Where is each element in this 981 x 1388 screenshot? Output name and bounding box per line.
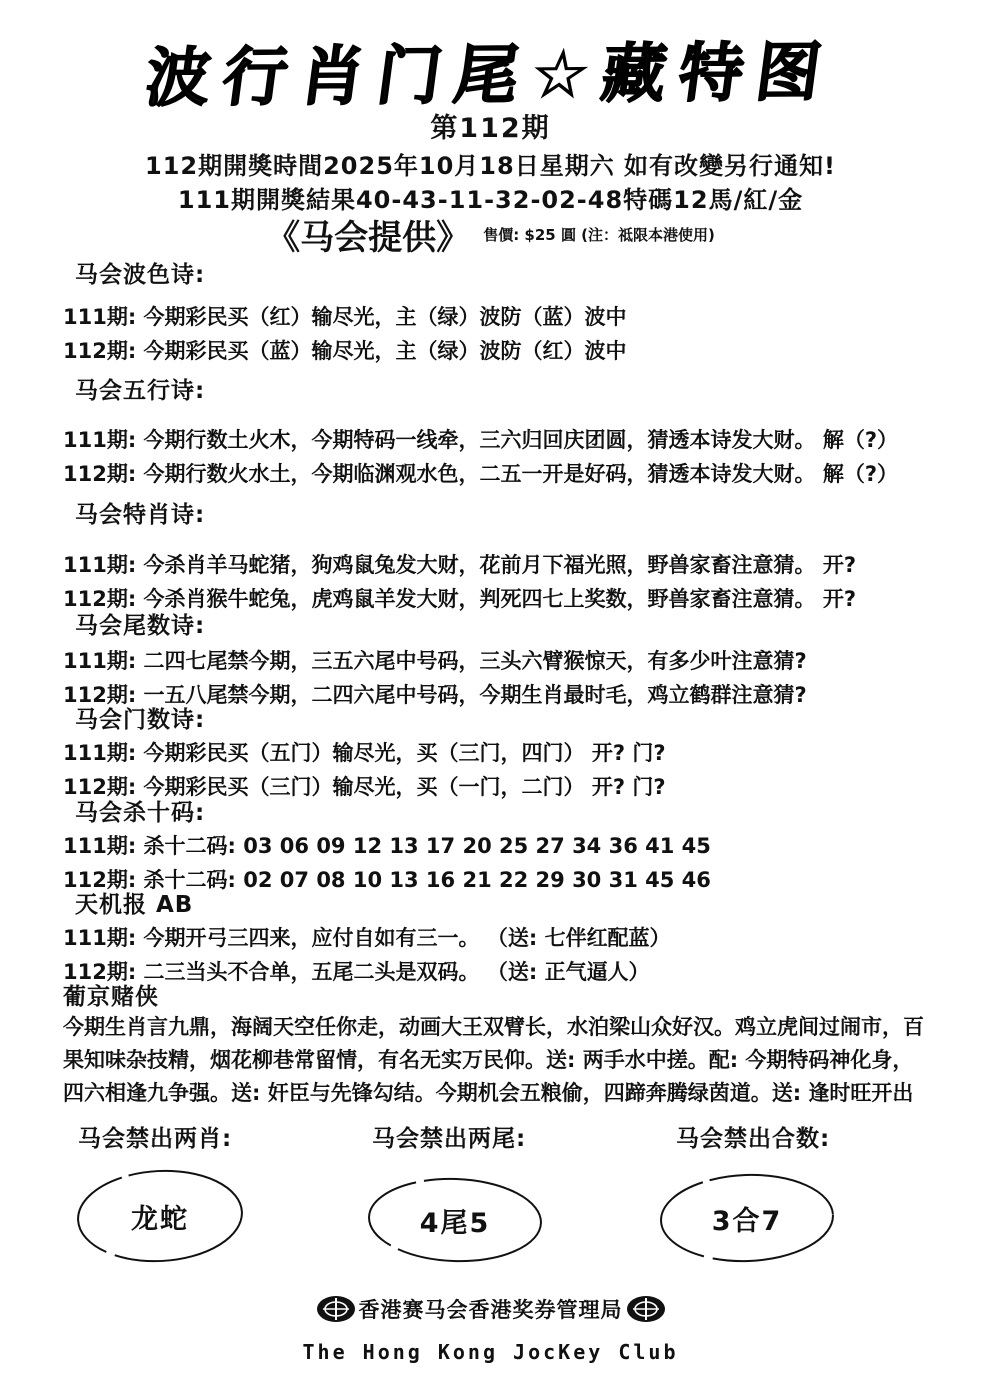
ban-oval-sum <box>658 1172 836 1264</box>
section-pujing <box>63 984 971 1110</box>
section-line: 112期: 杀十二码: 02 07 08 10 13 16 21 22 29 30 31 45 46 <box>63 868 711 892</box>
page-title: 波行肖门尾☆藏特图 <box>141 36 839 116</box>
last-result-line: 111期開獎結果40-43-11-32-02-48特碼12馬/紅/金 <box>177 186 804 214</box>
section-header: 葡京赌侠 <box>63 984 159 1010</box>
section-line: 112期: 今期行数火水土，今期临渊观水色，二五一开是好码，猜透本诗发大财。 解（?） <box>63 462 899 486</box>
section-tianji <box>63 892 971 989</box>
paragraph-line: 果知味杂技精，烟花柳巷常留情，有名无实万民仰。送: 两手水中搓。配: 今期特码神化身， <box>63 1048 914 1072</box>
section-header: 马会特肖诗: <box>75 502 206 528</box>
provider-row <box>0 210 981 259</box>
section-header: 天机报 AB <box>75 892 194 918</box>
ban-label-tail: 马会禁出两尾: <box>372 1126 527 1152</box>
footer-org-name-en: The Hong Kong JocKey Club <box>302 1340 679 1364</box>
ban-value: 4尾5 <box>419 1207 491 1239</box>
price-note: 售價: $25 圓 (注：祗限本港使用) <box>483 226 715 244</box>
provider-title: 《马会提供》 <box>266 218 471 258</box>
footer-org-name-cn: 香港赛马会香港奖券管理局 <box>358 1298 623 1322</box>
ban-value: 3合7 <box>711 1205 783 1237</box>
ban-oval-zodiac <box>75 1168 245 1264</box>
section-line: 112期: 一五八尾禁今期，二四六尾中号码，今期生肖最时毛，鸡立鹤群注意猜? <box>63 683 807 707</box>
section-header: 马会杀十码: <box>75 800 206 826</box>
section-wuxing <box>63 378 971 491</box>
section-header: 马会五行诗: <box>75 378 206 404</box>
section-bose <box>63 262 971 368</box>
section-line: 111期: 杀十二码: 03 06 09 12 13 17 20 25 27 34 36 41 45 <box>63 834 711 858</box>
ban-label-sum: 马会禁出合数: <box>676 1126 831 1152</box>
draw-time-line: 112期開獎時間2025年10月18日星期六 如有改變另行通知! <box>145 152 836 180</box>
section-line: 111期: 今杀肖羊马蛇猪，狗鸡鼠兔发大财，花前月下福光照，野兽家畜注意猜。 开? <box>63 553 857 577</box>
issue-number: 第112期 <box>430 113 551 144</box>
section-header: 马会尾数诗: <box>75 613 206 639</box>
section-header: 马会波色诗: <box>75 262 206 288</box>
section-line: 111期: 二四七尾禁今期，三五六尾中号码，三头六臂猴惊天，有多少叶注意猜? <box>63 649 807 673</box>
ban-oval-tail <box>366 1176 544 1264</box>
section-line: 111期: 今期彩民买（五门）输尽光，买（三门，四门） 开? 门? <box>63 741 666 765</box>
section-line: 112期: 二三当头不合单，五尾二头是双码。 （送: 正气逼人） <box>63 960 650 984</box>
ban-label-zodiac: 马会禁出两肖: <box>78 1126 233 1152</box>
jockey-club-seal-icon <box>316 1294 356 1324</box>
section-line: 111期: 今期彩民买（红）输尽光，主（绿）波防（蓝）波中 <box>63 305 627 329</box>
section-weishu <box>63 613 971 712</box>
paragraph-line: 今期生肖言九鼎，海阔天空任你走，动画大王双臂长，水泊梁山众好汉。鸡立虎间过闹市，百 <box>63 1015 924 1039</box>
ban-value: 龙蛇 <box>131 1203 189 1235</box>
section-line: 112期: 今期彩民买（三门）输尽光，买（一门，二门） 开? 门? <box>63 775 666 799</box>
section-header: 马会门数诗: <box>75 707 206 733</box>
section-texiao <box>63 502 971 616</box>
paragraph-line: 四六相逢九争强。送: 奸臣与先锋勾结。今期机会五粮偷，四蹄奔腾绿茵道。送: 逢时旺开出 <box>63 1081 914 1105</box>
section-line: 111期: 今期开弓三四来，应付自如有三一。 （送: 七伴红配蓝） <box>63 926 671 950</box>
section-menshu <box>63 707 971 804</box>
footer-org-row <box>0 1294 981 1324</box>
section-line: 111期: 今期行数土火木，今期特码一线牵，三六归回庆团圆，猜透本诗发大财。 解（?） <box>63 428 899 452</box>
section-line: 112期: 今杀肖猴牛蛇兔，虎鸡鼠羊发大财，判死四七上奖数，野兽家畜注意猜。 开? <box>63 587 857 611</box>
section-shama <box>63 800 971 897</box>
section-line: 112期: 今期彩民买（蓝）输尽光，主（绿）波防（红）波中 <box>63 339 627 363</box>
jockey-club-seal-icon <box>626 1294 666 1324</box>
